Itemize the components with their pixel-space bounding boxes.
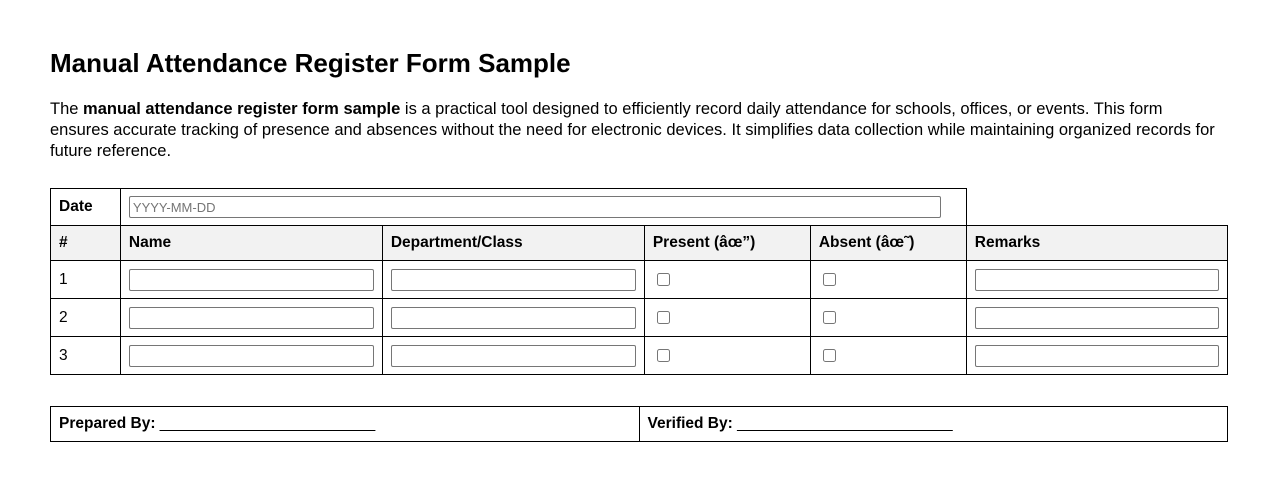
date-row (51, 189, 1228, 226)
row-number: 3 (51, 337, 121, 375)
remarks-input[interactable] (975, 307, 1219, 329)
row-number: 2 (51, 299, 121, 337)
column-header-remarks: Remarks (966, 226, 1227, 261)
signature-row (51, 407, 1228, 442)
date-row-spacer (966, 189, 1227, 226)
column-header-number: # (51, 226, 121, 261)
date-label: Date (51, 189, 121, 226)
attendance-rows (51, 261, 1228, 375)
absent-checkbox[interactable] (823, 311, 836, 324)
verified-by-label: Verified By: (647, 415, 733, 432)
absent-checkbox[interactable] (823, 349, 836, 362)
remarks-input[interactable] (975, 269, 1219, 291)
column-header-department: Department/Class (382, 226, 644, 261)
intro-lead: The (50, 100, 84, 118)
table-row (51, 299, 1228, 337)
row-number: 1 (51, 261, 121, 299)
remarks-cell (966, 299, 1227, 337)
remarks-cell (966, 261, 1227, 299)
name-input[interactable] (129, 345, 374, 367)
present-cell (644, 299, 810, 337)
department-input[interactable] (391, 269, 636, 291)
present-checkbox[interactable] (657, 273, 670, 286)
intro-bold: manual attendance register form sample (83, 100, 401, 118)
table-row (51, 337, 1228, 375)
date-input[interactable] (129, 196, 941, 218)
present-checkbox[interactable] (657, 349, 670, 362)
intro-paragraph (50, 99, 1220, 162)
absent-checkbox[interactable] (823, 273, 836, 286)
name-cell (120, 337, 382, 375)
prepared-by-cell (51, 407, 640, 442)
remarks-input[interactable] (975, 345, 1219, 367)
signature-table (50, 406, 1228, 442)
attendance-table (50, 188, 1228, 375)
name-cell (120, 299, 382, 337)
intro-rest: is a practical tool designed to efficiently record daily attendance for schools, offices, or events. This form ensures accurate tracking of presence and absences without the need for electronic devices. It simplifies data collection while maintaining organized records for future reference. (50, 100, 1215, 160)
header-row (51, 226, 1228, 261)
page-title: Manual Attendance Register Form Sample (50, 48, 571, 78)
absent-cell (810, 261, 966, 299)
department-input[interactable] (391, 345, 636, 367)
absent-cell (810, 337, 966, 375)
name-input[interactable] (129, 307, 374, 329)
department-cell (382, 261, 644, 299)
column-header-absent: Absent (âœ˜) (810, 226, 966, 261)
verified-by-cell (639, 407, 1228, 442)
table-row (51, 261, 1228, 299)
department-input[interactable] (391, 307, 636, 329)
prepared-by-line[interactable]: _________________________ (155, 415, 376, 432)
absent-cell (810, 299, 966, 337)
prepared-by-label: Prepared By: (59, 415, 156, 432)
present-cell (644, 261, 810, 299)
name-input[interactable] (129, 269, 374, 291)
present-checkbox[interactable] (657, 311, 670, 324)
column-header-name: Name (120, 226, 382, 261)
department-cell (382, 337, 644, 375)
name-cell (120, 261, 382, 299)
date-cell (120, 189, 966, 226)
department-cell (382, 299, 644, 337)
column-header-present: Present (âœ”) (644, 226, 810, 261)
verified-by-line[interactable]: _________________________ (732, 415, 953, 432)
remarks-cell (966, 337, 1227, 375)
present-cell (644, 337, 810, 375)
